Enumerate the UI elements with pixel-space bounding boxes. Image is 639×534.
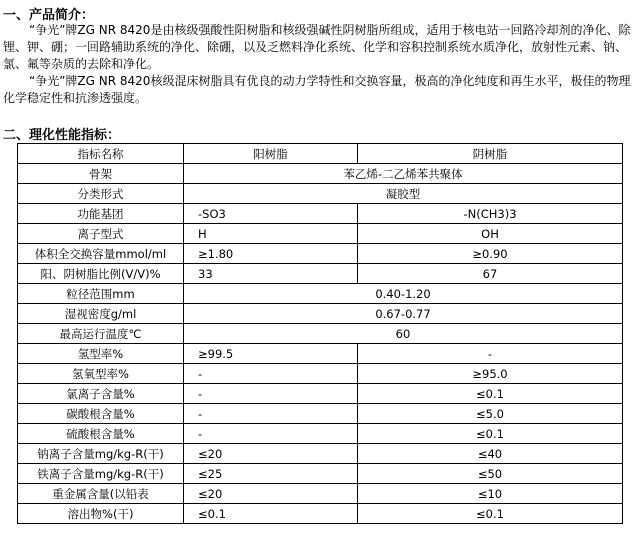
row-label: 湿视密度g/ml — [18, 304, 184, 324]
anion-value: 67 — [358, 264, 623, 284]
table-row — [18, 464, 623, 484]
cation-value: H — [184, 224, 358, 244]
merged-value: 60 — [184, 324, 623, 344]
row-label: 阳、阴树脂比例(V/V)% — [18, 264, 184, 284]
row-label: 体积全交换容量mmol/ml — [18, 244, 184, 264]
intro-paragraph-2 — [3, 73, 633, 107]
anion-value: - — [358, 344, 623, 364]
row-label: 骨架 — [18, 164, 184, 184]
cation-value: - — [184, 424, 358, 444]
table-row — [18, 364, 623, 384]
row-label: 钠离子含量mg/kg-R(干) — [18, 444, 184, 464]
table-row — [18, 244, 623, 264]
anion-value: ≤5.0 — [358, 404, 623, 424]
row-label: 分类形式 — [18, 184, 184, 204]
col-header-cation: 阳树脂 — [184, 144, 358, 164]
table-row — [18, 204, 623, 224]
cation-value: ≤20 — [184, 444, 358, 464]
cation-value: ≤0.1 — [184, 504, 358, 524]
cation-value: ≥99.5 — [184, 344, 358, 364]
section-2-heading: 二、理化性能指标： — [3, 128, 121, 143]
table-row — [18, 404, 623, 424]
cation-value: ≥1.80 — [184, 244, 358, 264]
table-row — [18, 184, 623, 204]
table-row — [18, 504, 623, 524]
col-header-name: 指标名称 — [18, 144, 184, 164]
merged-value: 0.67-0.77 — [184, 304, 623, 324]
merged-value: 凝胶型 — [184, 184, 623, 204]
intro-text-2: 核级混床树脂具有优良的动力学特性和交换容量，极高的净化纯度和再生水平，极佳的物理化学稳定性和抗渗透强度。 — [3, 74, 631, 105]
row-label: 氯离子含量% — [18, 384, 184, 404]
table-row — [18, 164, 623, 184]
table-row — [18, 264, 623, 284]
section-1-heading: 一、产品简介： — [3, 8, 95, 23]
row-label: 氢氧型率% — [18, 364, 184, 384]
cation-value: ≤25 — [184, 464, 358, 484]
product-name: “争光”牌ZG NR 8420 — [29, 23, 151, 37]
merged-value: 苯乙烯-二乙烯苯共聚体 — [184, 164, 623, 184]
table-row — [18, 344, 623, 364]
anion-value: ≤10 — [358, 484, 623, 504]
row-label: 溶出物%(干) — [18, 504, 184, 524]
product-name-2: “争光”牌ZG NR 8420 — [29, 74, 151, 88]
row-label: 粒径范围mm — [18, 284, 184, 304]
row-label: 氢型率% — [18, 344, 184, 364]
cation-value: 33 — [184, 264, 358, 284]
table-header-row — [18, 144, 623, 164]
cation-value: ≤20 — [184, 484, 358, 504]
table-row — [18, 224, 623, 244]
cation-value: - — [184, 404, 358, 424]
row-label: 重金属含量(以铅表 — [18, 484, 184, 504]
col-header-anion: 阴树脂 — [358, 144, 623, 164]
table-row — [18, 384, 623, 404]
anion-value: ≤40 — [358, 444, 623, 464]
row-label: 铁离子含量mg/kg-R(干) — [18, 464, 184, 484]
anion-value: -N(CH3)3 — [358, 204, 623, 224]
table-row — [18, 304, 623, 324]
cation-value: -SO3 — [184, 204, 358, 224]
table-row — [18, 484, 623, 504]
anion-value: ≥95.0 — [358, 364, 623, 384]
merged-value: 0.40-1.20 — [184, 284, 623, 304]
table-row — [18, 324, 623, 344]
anion-value: ≤0.1 — [358, 424, 623, 444]
intro-paragraph-1 — [3, 22, 633, 73]
anion-value: OH — [358, 224, 623, 244]
table-row — [18, 424, 623, 444]
anion-value: ≥0.90 — [358, 244, 623, 264]
anion-value: ≤50 — [358, 464, 623, 484]
row-label: 硫酸根含量% — [18, 424, 184, 444]
intro-text-1: 是由核级强酸性阳树脂和核级强碱性阴树脂所组成，适用于核电站一回路冷却剂的净化、除锂、钾、硼；一回路辅助系统的净化、除硼，以及乏燃料净化系统、化学和容积控制系统水质净化，放射性元素、钠、氯、氟等杂质的去除和净化。 — [3, 23, 631, 71]
row-label: 最高运行温度℃ — [18, 324, 184, 344]
table-row — [18, 444, 623, 464]
row-label: 碳酸根含量% — [18, 404, 184, 424]
cation-value: - — [184, 364, 358, 384]
row-label: 离子型式 — [18, 224, 184, 244]
cation-value: - — [184, 384, 358, 404]
anion-value: ≤0.1 — [358, 504, 623, 524]
table-row — [18, 284, 623, 304]
spec-table — [17, 143, 623, 524]
anion-value: ≤0.1 — [358, 384, 623, 404]
row-label: 功能基团 — [18, 204, 184, 224]
